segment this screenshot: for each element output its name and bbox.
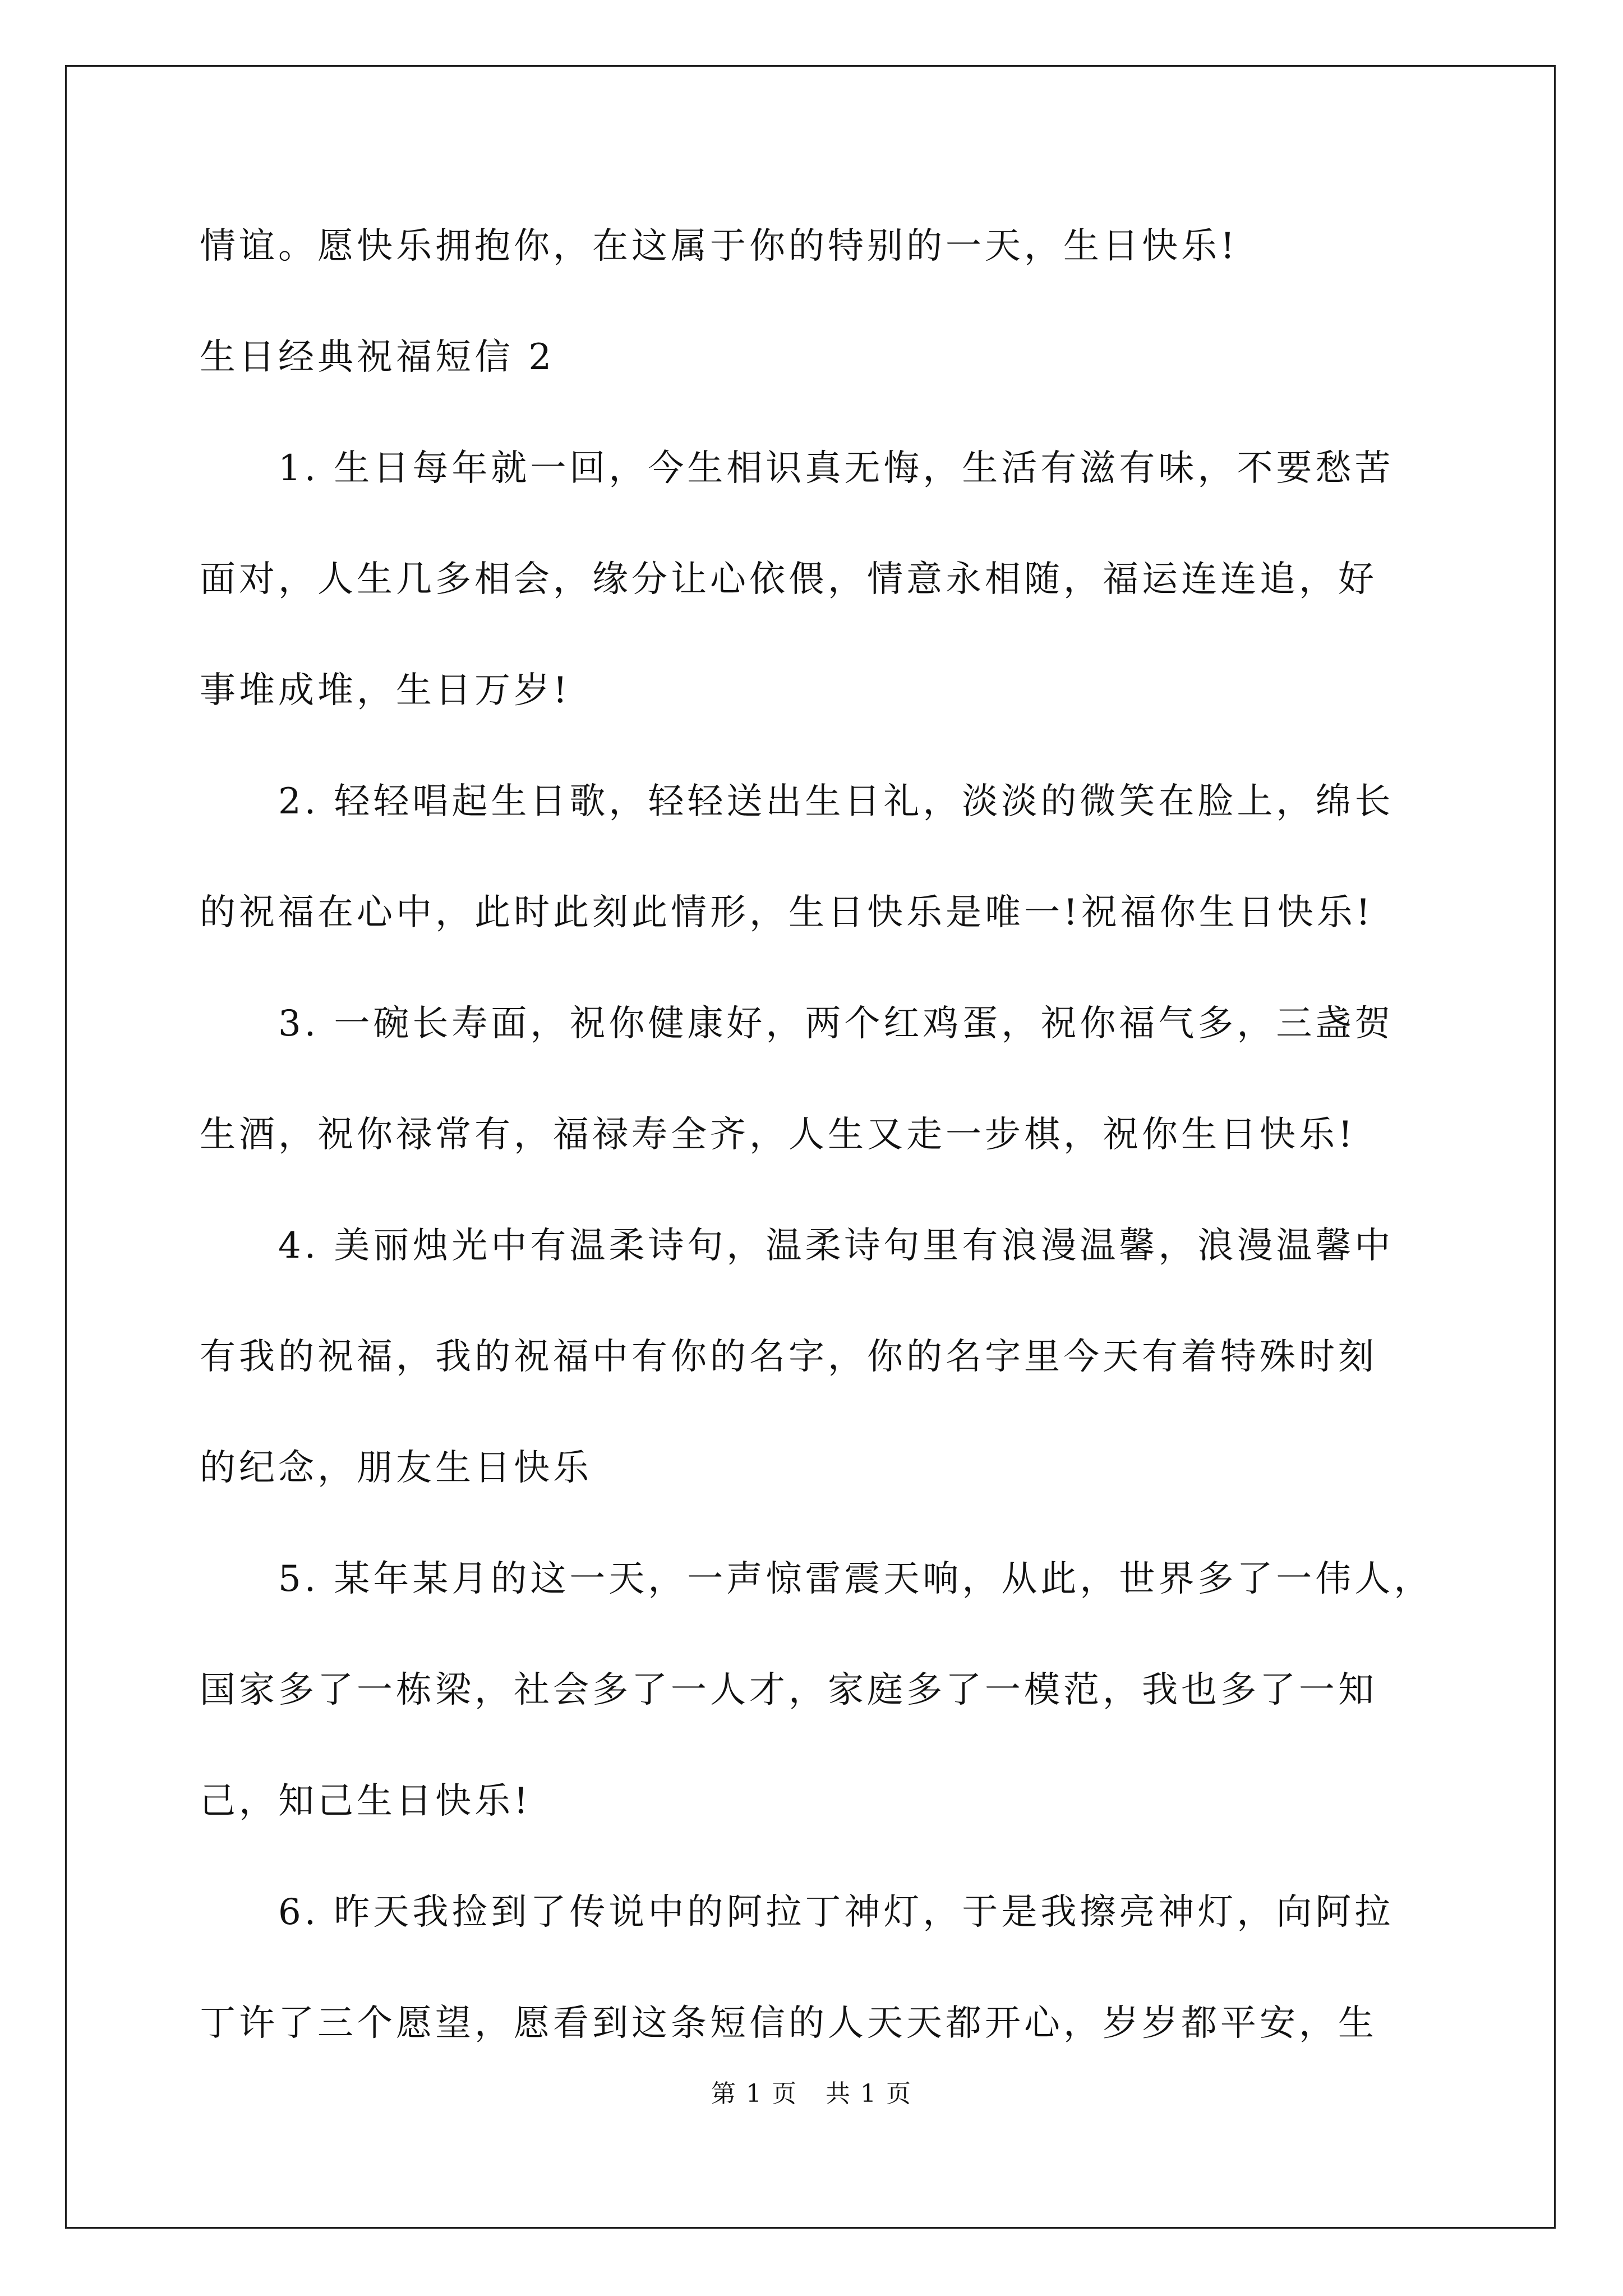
paragraph-5-line: 5. 某年某月的这一天，一声惊雷震天响，从此，世界多了一伟人， xyxy=(278,1558,1433,1600)
paragraph-1-line: 面对，人生几多相会，缘分让心依偎，情意永相随，福运连连追，好 xyxy=(200,559,1377,600)
paragraph-4-line: 的纪念，朋友生日快乐 xyxy=(200,1447,592,1489)
paragraph-6-line: 丁许了三个愿望，愿看到这条短信的人天天都开心，岁岁都平安，生 xyxy=(200,2003,1377,2044)
document-body xyxy=(200,191,1433,2079)
text-line: 情谊。愿快乐拥抱你，在这属于你的特别的一天，生日快乐! xyxy=(200,226,1238,267)
section-heading: 生日经典祝福短信 2 xyxy=(200,337,555,378)
page-number-total: 共 1 页 xyxy=(826,2079,912,2108)
paragraph-2-line: 的祝福在心中，此时此刻此情形，生日快乐是唯一!祝福你生日快乐! xyxy=(200,892,1374,933)
page-number-current: 第 1 页 xyxy=(711,2079,797,2108)
paragraph-1-line: 事堆成堆，生日万岁! xyxy=(200,670,571,711)
paragraph-4-line: 有我的祝福，我的祝福中有你的名字，你的名字里今天有着特殊时刻 xyxy=(200,1336,1377,1378)
paragraph-4-line: 4. 美丽烛光中有温柔诗句，温柔诗句里有浪漫温馨，浪漫温馨中 xyxy=(278,1225,1394,1267)
page-footer xyxy=(0,2073,1623,2109)
paragraph-2-line: 2. 轻轻唱起生日歌，轻轻送出生日礼，淡淡的微笑在脸上，绵长 xyxy=(278,781,1394,822)
paragraph-5-line: 国家多了一栋梁，社会多了一人才，家庭多了一模范，我也多了一知 xyxy=(200,1669,1377,1711)
paragraph-3-line: 3. 一碗长寿面，祝你健康好，两个红鸡蛋，祝你福气多，三盏贺 xyxy=(278,1003,1394,1045)
paragraph-3-line: 生酒，祝你禄常有，福禄寿全齐，人生又走一步棋，祝你生日快乐! xyxy=(200,1114,1356,1156)
paragraph-1-line: 1. 生日每年就一回，今生相识真无悔，生活有滋有味，不要愁苦 xyxy=(278,448,1394,489)
paragraph-5-line: 己，知己生日快乐! xyxy=(200,1780,532,1822)
paragraph-6-line: 6. 昨天我捡到了传说中的阿拉丁神灯，于是我擦亮神灯，向阿拉 xyxy=(278,1892,1394,1933)
